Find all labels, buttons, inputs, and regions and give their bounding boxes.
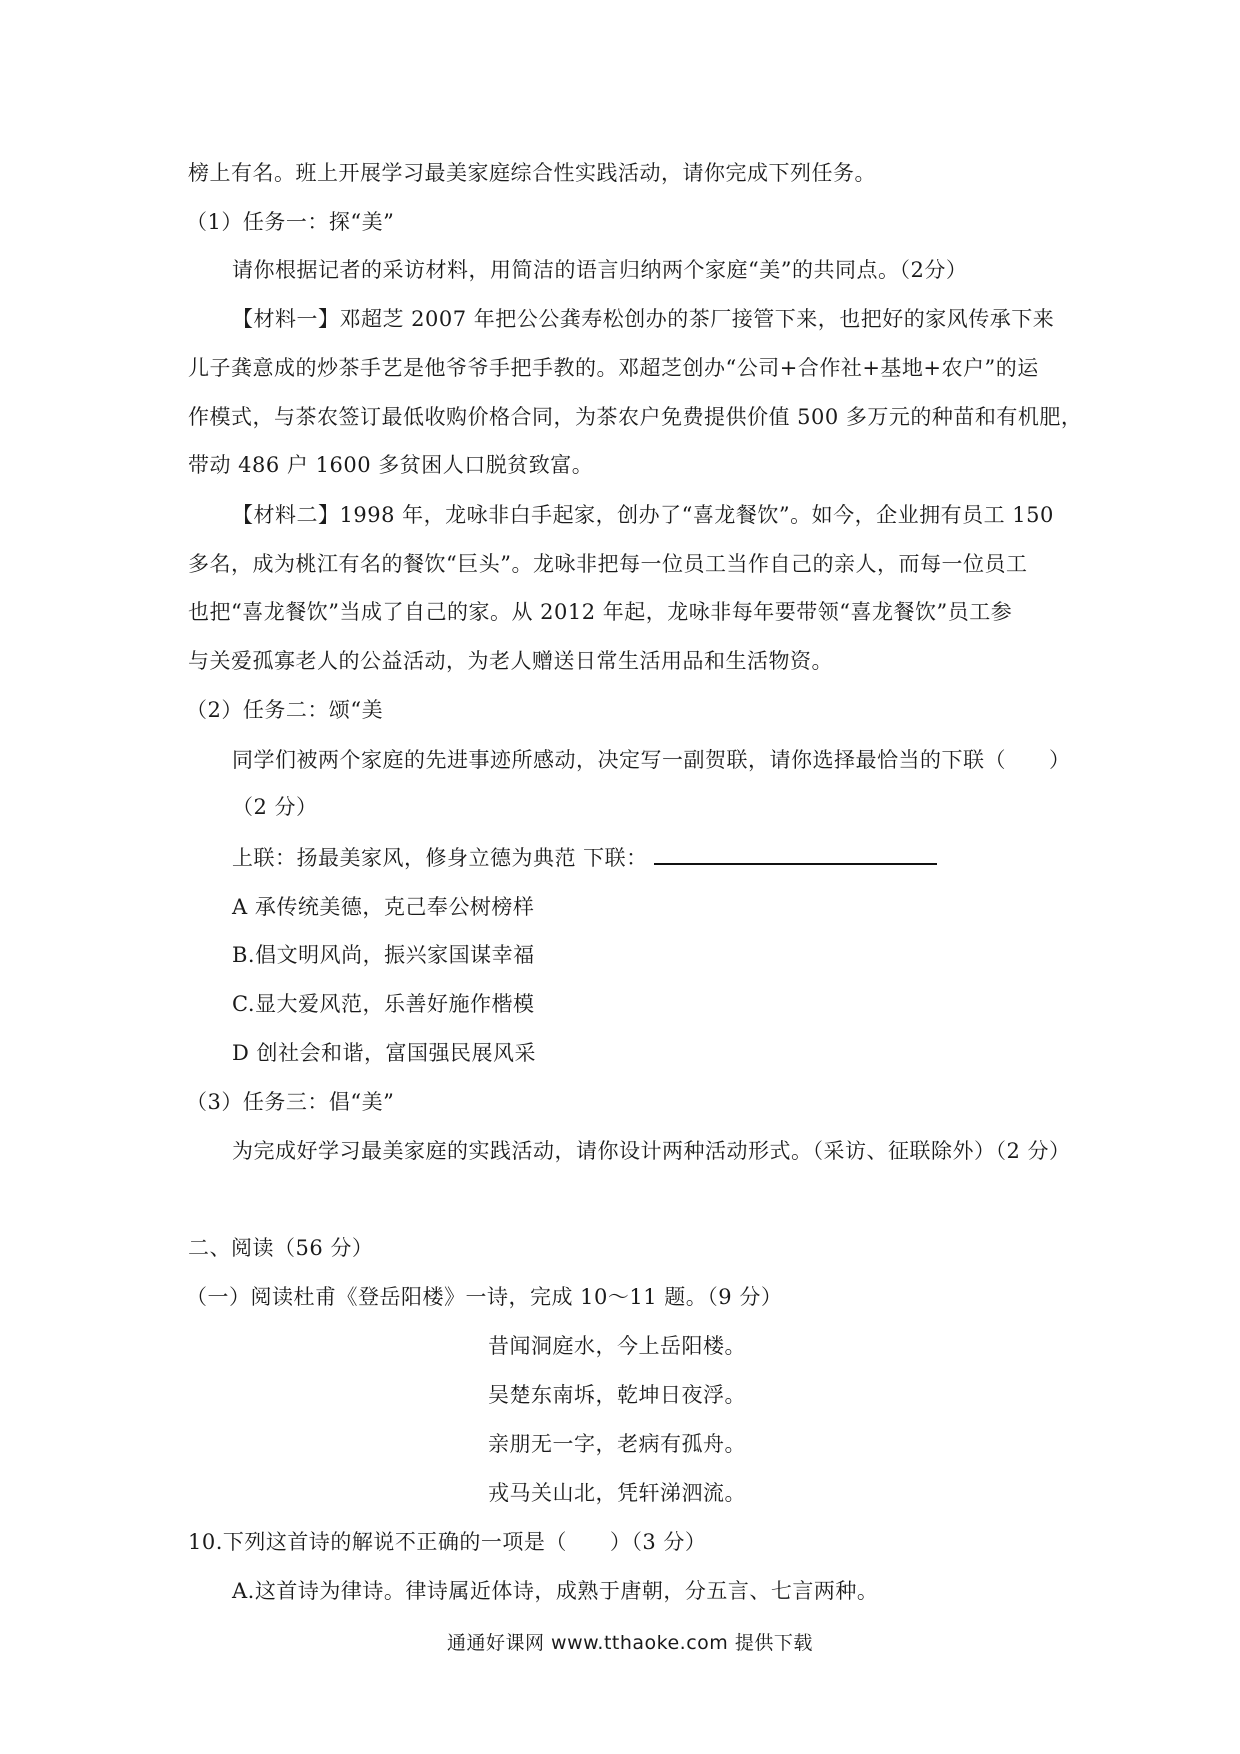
answer-blank[interactable] bbox=[654, 843, 937, 865]
task3-prompt: 为完成好学习最美家庭的实践活动，请你设计两种活动形式。（采访、征联除外）（2 分） bbox=[232, 1139, 1071, 1163]
option-a: A 承传统美德，克己奉公树榜样 bbox=[232, 895, 535, 919]
subsection-heading: （一）阅读杜甫《登岳阳楼》一诗，完成 10～11 题。（9 分） bbox=[186, 1285, 783, 1309]
task1-heading: （1）任务一：探“美” bbox=[186, 210, 395, 234]
option-b: B.倡文明风尚，振兴家国谋幸福 bbox=[232, 943, 535, 967]
material2-line1: 【材料二】1998 年，龙咏非白手起家，创办了“喜龙餐饮”。如今，企业拥有员工 150 bbox=[232, 503, 1054, 527]
material1-line3: 作模式，与茶农签订最低收购价格合同，为茶农户免费提供价值 500 多万元的种苗和有机肥， bbox=[188, 405, 1083, 429]
task2-prompt: 同学们被两个家庭的先进事迹所感动，决定写一副贺联，请你选择最恰当的下联（ ） bbox=[232, 748, 1071, 772]
poem-line-1: 昔闻洞庭水，今上岳阳楼。 bbox=[488, 1334, 746, 1358]
intro-line: 榜上有名。班上开展学习最美家庭综合性实践活动，请你完成下列任务。 bbox=[188, 161, 876, 185]
task3-heading: （3）任务三：倡“美” bbox=[186, 1090, 395, 1114]
material2-line4: 与关爱孤寡老人的公益活动，为老人赠送日常生活用品和生活物资。 bbox=[188, 649, 833, 673]
question-10: 10.下列这首诗的解说不正确的一项是（ ）（3 分） bbox=[188, 1530, 707, 1554]
material2-line2: 多名，成为桃江有名的餐饮“巨头”。龙咏非把每一位员工当作自己的亲人，而每一位员工 bbox=[188, 552, 1028, 576]
couplet-line bbox=[232, 843, 937, 873]
poem-line-2: 吴楚东南坼，乾坤日夜浮。 bbox=[488, 1383, 746, 1407]
page-footer[interactable]: 通通好课网 www.tthaoke.com 提供下载 bbox=[447, 1632, 813, 1654]
material1-line4: 带动 486 户 1600 多贫困人口脱贫致富。 bbox=[188, 453, 594, 477]
section-heading-reading: 二、阅读（56 分） bbox=[188, 1236, 374, 1260]
task2-score: （2 分） bbox=[232, 795, 318, 819]
option-c: C.显大爱风范，乐善好施作楷模 bbox=[232, 992, 535, 1016]
material2-line3: 也把“喜龙餐饮”当成了自己的家。从 2012 年起，龙咏非每年要带领“喜龙餐饮”员工参 bbox=[188, 600, 1013, 624]
poem-line-3: 亲朋无一字，老病有孤舟。 bbox=[488, 1432, 746, 1456]
material1-line1: 【材料一】邓超芝 2007 年把公公龚寿松创办的茶厂接管下来，也把好的家风传承下来 bbox=[232, 307, 1055, 331]
poem-line-4: 戎马关山北，凭轩涕泗流。 bbox=[488, 1481, 746, 1505]
task2-heading: （2）任务二：颂“美 bbox=[186, 698, 384, 722]
question-10-option-a: A.这首诗为律诗。律诗属近体诗，成熟于唐朝，分五言、七言两种。 bbox=[232, 1579, 879, 1603]
material1-line2: 儿子龚意成的炒茶手艺是他爷爷手把手教的。邓超芝创办“公司+合作社+基地+农户”的运 bbox=[188, 356, 1039, 380]
couplet-text: 上联：扬最美家风，修身立德为典范 下联： bbox=[232, 846, 648, 870]
task1-prompt: 请你根据记者的采访材料，用简洁的语言归纳两个家庭“美”的共同点。（2分） bbox=[232, 258, 968, 282]
option-d: D 创社会和谐，富国强民展风采 bbox=[232, 1041, 537, 1065]
